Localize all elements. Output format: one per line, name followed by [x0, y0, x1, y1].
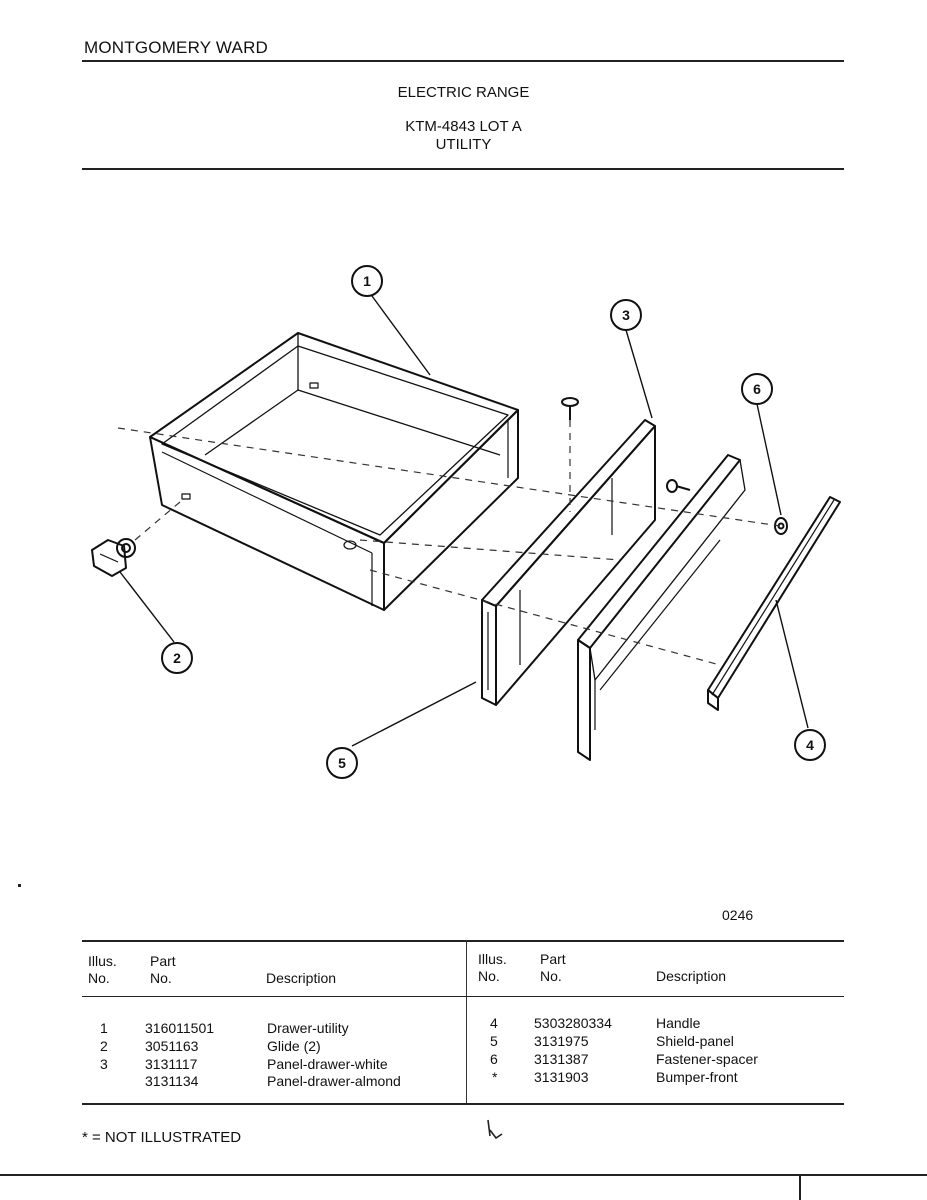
callout-5-label: 5	[338, 755, 346, 771]
table-rule-top	[82, 940, 844, 942]
right-row-3-illus: 6	[490, 1051, 498, 1067]
callout-4-label: 4	[806, 737, 814, 753]
callout-6-label: 6	[753, 381, 761, 397]
right-row-4-desc: Bumper-front	[656, 1069, 738, 1085]
document-title: ELECTRIC RANGE	[397, 84, 530, 101]
table-header-rule	[82, 996, 844, 997]
table-column-divider	[466, 940, 467, 1105]
left-row-1-illus: 1	[100, 1020, 108, 1036]
right-row-4-part: 3131903	[534, 1069, 589, 1085]
left-part-no-header: Part No.	[150, 953, 176, 986]
scan-dot	[18, 884, 21, 887]
right-row-1-part: 5303280334	[534, 1015, 612, 1031]
right-part-no-header: Part No.	[540, 951, 566, 984]
left-row-1-desc: Drawer-utility	[267, 1020, 349, 1036]
footnote-not-illustrated: * = NOT ILLUSTRATED	[82, 1129, 242, 1146]
left-description-header: Description	[266, 970, 337, 986]
left-row-2-desc: Glide (2)	[267, 1038, 321, 1054]
right-description-header: Description	[656, 968, 727, 984]
brand-name: MONTGOMERY WARD	[84, 38, 269, 57]
handwritten-mark	[480, 1116, 510, 1146]
callout-1-label: 1	[363, 273, 371, 289]
right-row-4-illus: *	[492, 1069, 498, 1085]
left-row-1-part: 316011501	[145, 1020, 215, 1036]
right-row-3-desc: Fastener-spacer	[656, 1051, 758, 1067]
left-row-4-part: 3131134	[145, 1073, 199, 1089]
left-row-2-part: 3051163	[145, 1038, 199, 1054]
right-illus-no-header: Illus. No.	[478, 951, 507, 984]
right-row-1-desc: Handle	[656, 1015, 701, 1031]
right-row-3-part: 3131387	[534, 1051, 589, 1067]
callout-3-label: 3	[622, 307, 630, 323]
left-row-3-illus: 3	[100, 1056, 108, 1072]
table-rule-bottom	[82, 1103, 844, 1105]
right-row-1-illus: 4	[490, 1015, 498, 1031]
right-row-2-part: 3131975	[534, 1033, 589, 1049]
left-row-4-desc: Panel-drawer-almond	[267, 1073, 401, 1089]
model-number: KTM-4843 LOT A	[405, 118, 522, 135]
left-illus-no-header: Illus. No.	[88, 953, 117, 986]
right-row-2-desc: Shield-panel	[656, 1033, 734, 1049]
callout-2-label: 2	[173, 650, 181, 666]
diagram-code: 0246	[722, 907, 754, 923]
section-title: UTILITY	[435, 136, 492, 153]
right-row-2-illus: 5	[490, 1033, 498, 1049]
page-bottom-rule	[0, 1174, 927, 1176]
page-bottom-tick	[799, 1174, 801, 1200]
left-row-3-desc: Panel-drawer-white	[267, 1056, 388, 1072]
left-row-2-illus: 2	[100, 1038, 108, 1054]
left-row-3-part: 3131117	[145, 1056, 198, 1072]
